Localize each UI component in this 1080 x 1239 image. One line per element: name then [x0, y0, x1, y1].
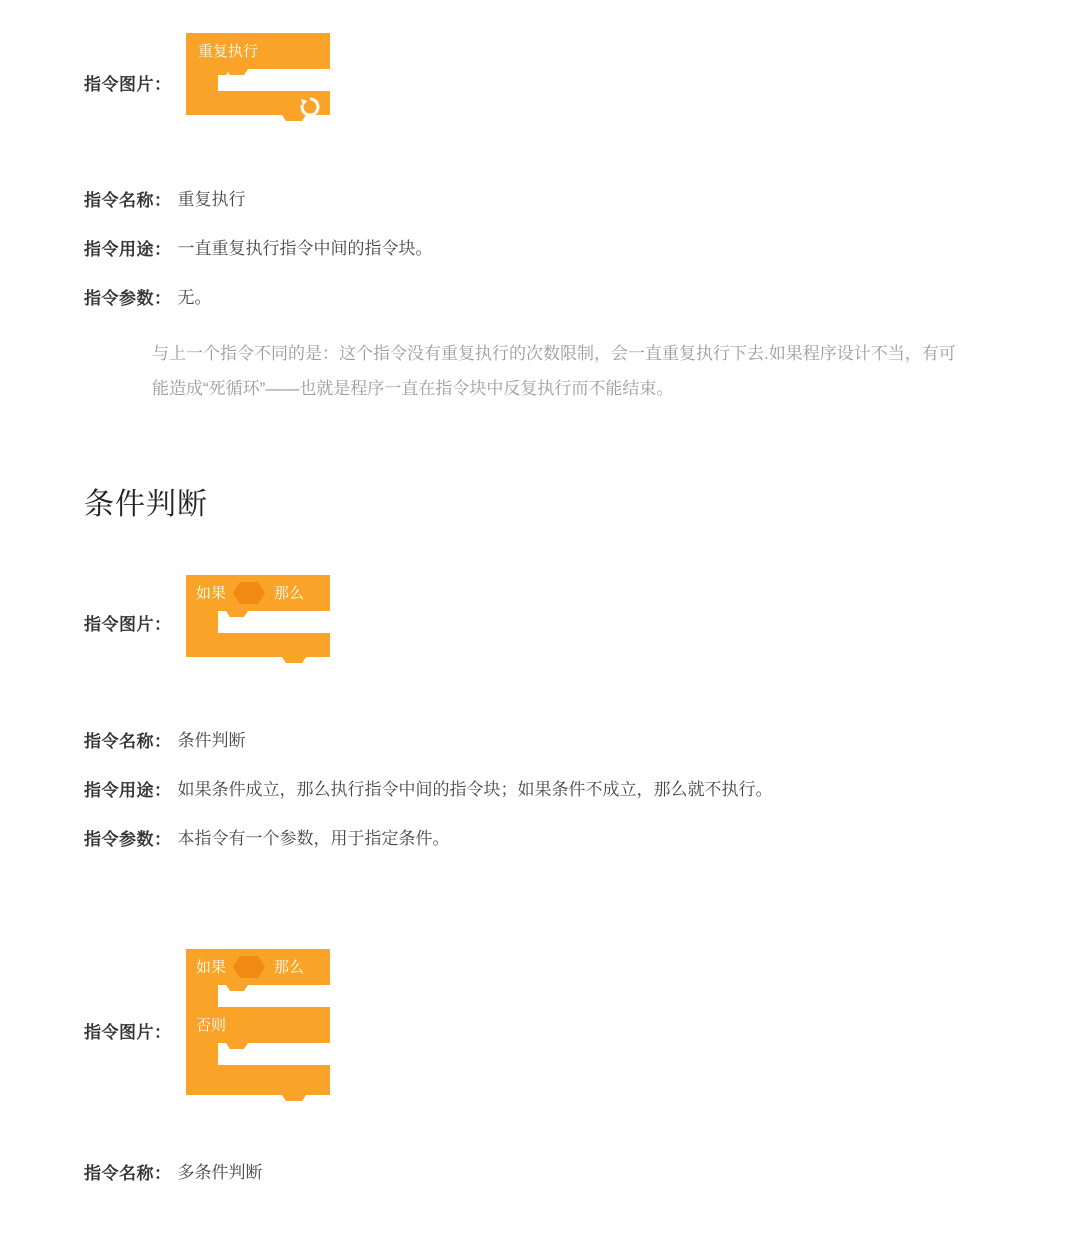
image-label: 指令图片：	[84, 1023, 172, 1042]
params-label: 指令参数：	[84, 289, 172, 309]
instruction-note-repeat: 与上一个指令不同的是：这个指令没有重复执行的次数限制，会一直重复执行下去.如果程序设计不当，有可能造成“死循环”——也就是程序一直在指令块中反复执行而不能结束。	[152, 343, 956, 399]
instruction-purpose-row-repeat	[0, 235, 1080, 262]
name-value: 条件判断	[177, 730, 246, 750]
instruction-image-row-if-else	[0, 947, 1080, 1115]
name-label: 指令名称：	[84, 731, 172, 751]
name-value: 多条件判断	[177, 1162, 263, 1182]
top-spacer	[0, 0, 1080, 22]
page-title-condition: 条件判断	[84, 487, 208, 521]
repeat-forever-block-icon	[182, 29, 334, 135]
name-value: 重复执行	[177, 190, 246, 209]
instruction-purpose-row-if	[0, 776, 1080, 803]
purpose-value: 一直重复执行指令中间的指令块。	[177, 239, 433, 259]
purpose-label: 指令用途：	[84, 240, 172, 260]
spacer	[0, 875, 1080, 947]
then-label: 那么	[273, 958, 304, 976]
params-value: 无。	[177, 288, 212, 308]
image-label: 指令图片：	[84, 74, 172, 94]
block-repeat-forever	[182, 29, 334, 135]
instruction-params-row-repeat	[0, 284, 1080, 311]
if-else-block-icon	[182, 947, 334, 1115]
instruction-name-row-repeat	[0, 186, 1080, 213]
repeat-block-label: 重复执行	[197, 43, 258, 60]
spacer	[0, 142, 1080, 164]
instruction-image-row-repeat	[0, 22, 1080, 142]
else-label: 否则	[195, 1016, 226, 1034]
name-label: 指令名称：	[84, 191, 172, 210]
if-label: 如果	[195, 584, 226, 602]
section-spacer	[0, 407, 1080, 479]
if-then-block-icon	[182, 573, 334, 673]
spacer	[0, 523, 1080, 563]
instruction-name-row-if	[0, 727, 1080, 754]
params-value: 本指令有一个参数，用于指定条件。	[177, 829, 450, 849]
purpose-value: 如果条件成立，那么执行指令中间的指令块；如果条件不成立，那么就不执行。	[177, 780, 773, 800]
purpose-label: 指令用途：	[84, 781, 172, 801]
instruction-params-row-if	[0, 825, 1080, 852]
block-if-else	[182, 947, 334, 1115]
name-label: 指令名称：	[84, 1163, 172, 1183]
then-label: 那么	[273, 584, 304, 602]
block-if-then	[182, 573, 334, 673]
instruction-name-row-if-else	[0, 1159, 1080, 1186]
spacer	[0, 683, 1080, 705]
params-label: 指令参数：	[84, 830, 172, 850]
spacer	[0, 1115, 1080, 1137]
instruction-image-row-if	[0, 563, 1080, 683]
if-label: 如果	[195, 958, 226, 976]
image-label: 指令图片：	[84, 615, 172, 635]
